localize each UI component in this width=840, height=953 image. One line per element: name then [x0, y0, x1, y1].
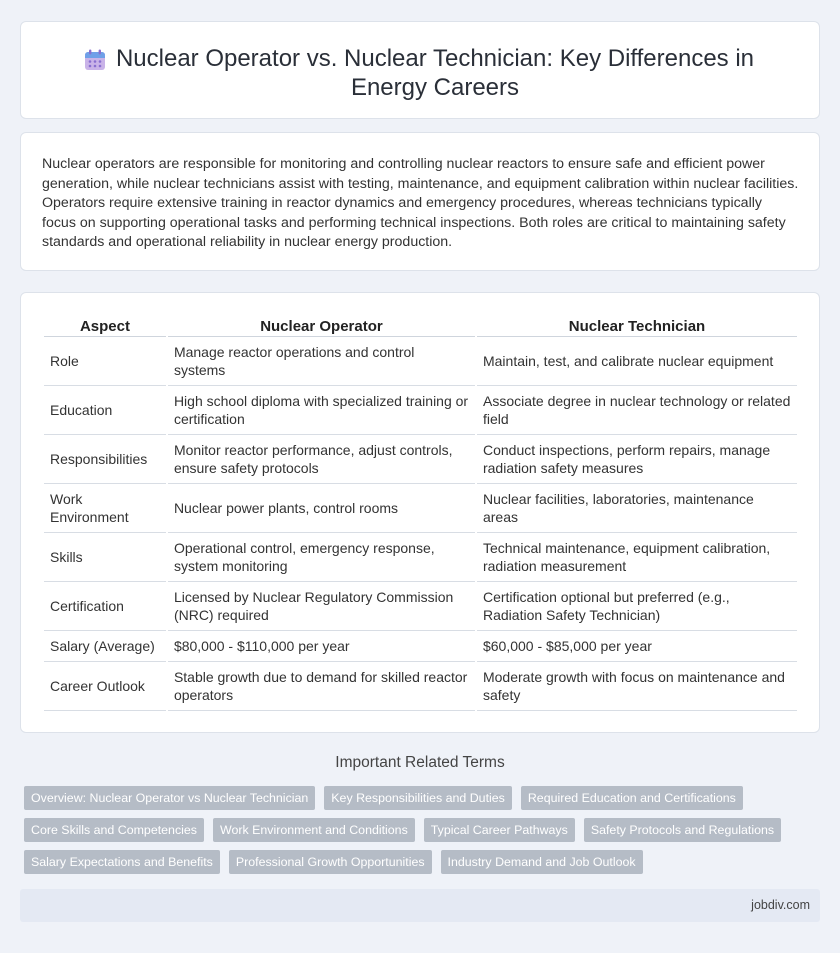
cell-operator: Operational control, emergency response, system monitoring	[168, 533, 475, 582]
related-tag[interactable]: Key Responsibilities and Duties	[324, 786, 512, 810]
cell-aspect: Work Environment	[44, 484, 166, 533]
table-row	[44, 386, 797, 435]
cell-aspect: Role	[44, 337, 166, 386]
cell-technician: Moderate growth with focus on maintenance and safety	[477, 662, 797, 711]
cell-aspect: Skills	[44, 533, 166, 582]
cell-technician: Certification optional but preferred (e.g., Radiation Safety Technician)	[477, 582, 797, 631]
comparison-table-card	[20, 292, 820, 733]
related-tag[interactable]: Safety Protocols and Regulations	[584, 818, 781, 842]
footer-bar	[20, 889, 820, 922]
cell-operator: Nuclear power plants, control rooms	[168, 484, 475, 533]
cell-operator: Manage reactor operations and control systems	[168, 337, 475, 386]
tag-row	[24, 786, 743, 810]
intro-card	[20, 132, 820, 271]
related-tag[interactable]: Overview: Nuclear Operator vs Nuclear Technician	[24, 786, 315, 810]
page-title: Nuclear Operator vs. Nuclear Technician: Key Differences in Energy Careers	[115, 45, 755, 101]
related-terms-title: Important Related Terms	[335, 754, 505, 771]
table-row	[44, 631, 797, 662]
table-row	[44, 662, 797, 711]
header-operator: Nuclear Operator	[168, 315, 475, 337]
cell-technician: Technical maintenance, equipment calibration, radiation measurement	[477, 533, 797, 582]
cell-technician: $60,000 - $85,000 per year	[477, 631, 797, 662]
cell-operator: $80,000 - $110,000 per year	[168, 631, 475, 662]
related-tag[interactable]: Salary Expectations and Benefits	[24, 850, 220, 874]
header-card	[20, 21, 820, 119]
tag-row	[24, 818, 781, 842]
cell-aspect: Salary (Average)	[44, 631, 166, 662]
cell-technician: Associate degree in nuclear technology or related field	[477, 386, 797, 435]
related-tag[interactable]: Required Education and Certifications	[521, 786, 743, 810]
comparison-table	[42, 315, 799, 711]
cell-operator: Monitor reactor performance, adjust controls, ensure safety protocols	[168, 435, 475, 484]
table-row	[44, 337, 797, 386]
cell-technician: Nuclear facilities, laboratories, maintenance areas	[477, 484, 797, 533]
header-technician: Nuclear Technician	[477, 315, 797, 337]
cell-operator: Stable growth due to demand for skilled reactor operators	[168, 662, 475, 711]
footer-site-link[interactable]: jobdiv.com	[751, 898, 810, 912]
related-tag[interactable]: Core Skills and Competencies	[24, 818, 204, 842]
table-header-row	[44, 315, 797, 337]
tag-row	[24, 850, 643, 874]
cell-aspect: Responsibilities	[44, 435, 166, 484]
cell-aspect: Education	[44, 386, 166, 435]
table-row	[44, 484, 797, 533]
related-tag[interactable]: Professional Growth Opportunities	[229, 850, 432, 874]
cell-aspect: Certification	[44, 582, 166, 631]
cell-aspect: Career Outlook	[44, 662, 166, 711]
cell-operator: High school diploma with specialized training or certification	[168, 386, 475, 435]
cell-technician: Conduct inspections, perform repairs, manage radiation safety measures	[477, 435, 797, 484]
table-row	[44, 435, 797, 484]
cell-operator: Licensed by Nuclear Regulatory Commission (NRC) required	[168, 582, 475, 631]
header-aspect: Aspect	[44, 315, 166, 337]
related-tag[interactable]: Work Environment and Conditions	[213, 818, 415, 842]
table-row	[44, 582, 797, 631]
cell-technician: Maintain, test, and calibrate nuclear equipment	[477, 337, 797, 386]
related-tag[interactable]: Typical Career Pathways	[424, 818, 575, 842]
related-tag[interactable]: Industry Demand and Job Outlook	[441, 850, 643, 874]
intro-paragraph: Nuclear operators are responsible for monitoring and controlling nuclear reactors to ensure safe and efficient power generation, while nuclear technicians assist with testing, maintenance, and equipment calibration within nuclear facilities. Operators require extensive training in reactor dynamics and emergency procedures, whereas technicians typically focus on supporting operational tasks and performing technical inspections. Both roles are critical to maintaining safety standards and operational reliability in nuclear energy production.	[42, 156, 799, 251]
table-row	[44, 533, 797, 582]
